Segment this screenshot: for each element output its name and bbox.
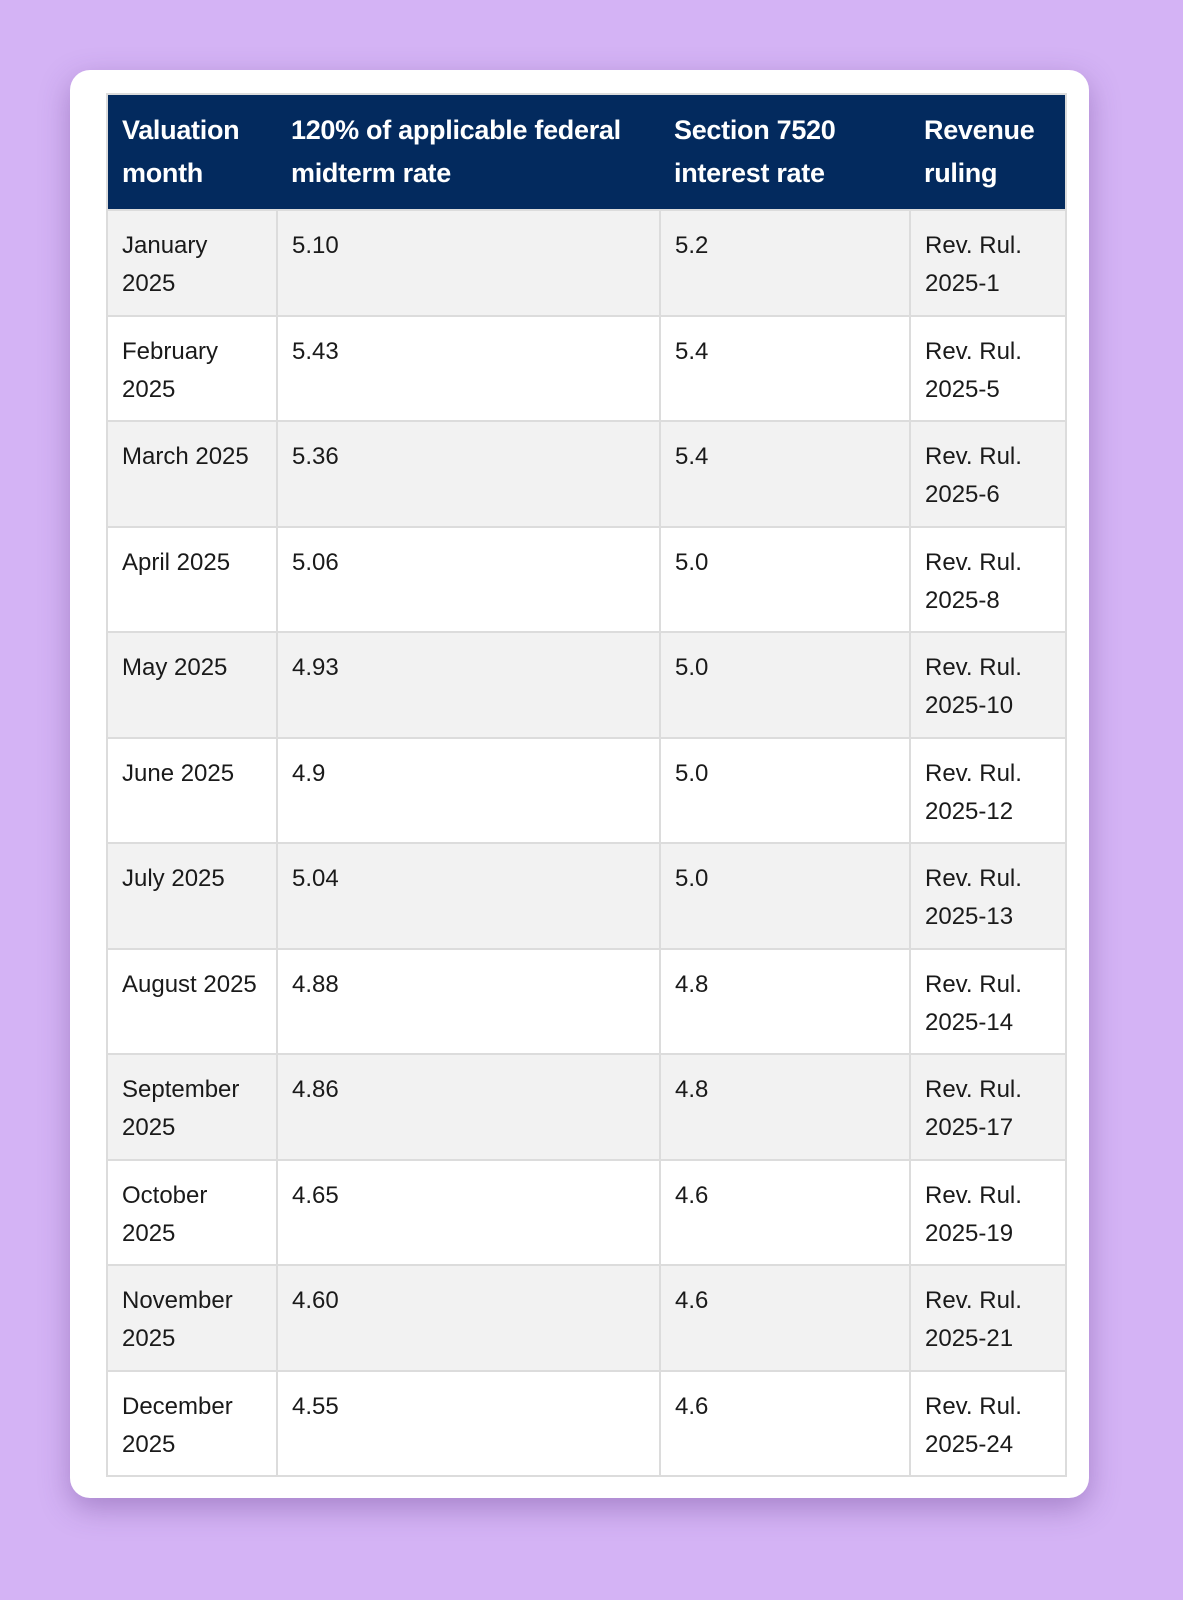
table-row [107, 1371, 1066, 1477]
table-row [107, 527, 1066, 633]
cell-revenue-ruling: Rev. Rul. 2025-1 [910, 210, 1066, 316]
cell-revenue-ruling: Rev. Rul. 2025-17 [910, 1054, 1066, 1160]
cell-afr-120: 4.88 [277, 949, 660, 1055]
cell-revenue-ruling: Rev. Rul. 2025-12 [910, 738, 1066, 844]
cell-revenue-ruling: Rev. Rul. 2025-5 [910, 316, 1066, 422]
cell-afr-120: 5.43 [277, 316, 660, 422]
cell-section-7520: 4.6 [660, 1371, 910, 1477]
cell-section-7520: 4.6 [660, 1160, 910, 1266]
cell-section-7520: 5.0 [660, 527, 910, 633]
cell-section-7520: 5.0 [660, 632, 910, 738]
cell-month: May 2025 [107, 632, 277, 738]
header-afr-120: 120% of applicable federal midterm rate [277, 94, 660, 210]
cell-afr-120: 5.10 [277, 210, 660, 316]
cell-revenue-ruling: Rev. Rul. 2025-21 [910, 1265, 1066, 1371]
cell-revenue-ruling: Rev. Rul. 2025-13 [910, 843, 1066, 949]
cell-afr-120: 5.36 [277, 421, 660, 527]
cell-section-7520: 4.8 [660, 949, 910, 1055]
cell-month: November 2025 [107, 1265, 277, 1371]
header-row [107, 94, 1066, 210]
cell-month: July 2025 [107, 843, 277, 949]
header-valuation-month: Valuation month [107, 94, 277, 210]
cell-month: January 2025 [107, 210, 277, 316]
table-body [107, 210, 1066, 1476]
rates-table [106, 93, 1067, 1477]
cell-revenue-ruling: Rev. Rul. 2025-19 [910, 1160, 1066, 1266]
cell-section-7520: 5.4 [660, 316, 910, 422]
cell-month: April 2025 [107, 527, 277, 633]
cell-revenue-ruling: Rev. Rul. 2025-24 [910, 1371, 1066, 1477]
cell-month: February 2025 [107, 316, 277, 422]
cell-afr-120: 5.06 [277, 527, 660, 633]
cell-afr-120: 4.60 [277, 1265, 660, 1371]
cell-section-7520: 5.4 [660, 421, 910, 527]
header-revenue-ruling: Revenue ruling [910, 94, 1066, 210]
cell-revenue-ruling: Rev. Rul. 2025-10 [910, 632, 1066, 738]
table-card [70, 70, 1089, 1498]
table-row [107, 1160, 1066, 1266]
cell-section-7520: 4.8 [660, 1054, 910, 1160]
cell-afr-120: 4.86 [277, 1054, 660, 1160]
cell-revenue-ruling: Rev. Rul. 2025-8 [910, 527, 1066, 633]
table-row [107, 1054, 1066, 1160]
cell-section-7520: 5.0 [660, 738, 910, 844]
cell-afr-120: 4.55 [277, 1371, 660, 1477]
cell-section-7520: 5.0 [660, 843, 910, 949]
table-row [107, 210, 1066, 316]
cell-section-7520: 4.6 [660, 1265, 910, 1371]
table-row [107, 1265, 1066, 1371]
table-row [107, 632, 1066, 738]
cell-afr-120: 5.04 [277, 843, 660, 949]
cell-afr-120: 4.93 [277, 632, 660, 738]
table-row [107, 843, 1066, 949]
cell-month: August 2025 [107, 949, 277, 1055]
table-row [107, 421, 1066, 527]
cell-month: December 2025 [107, 1371, 277, 1477]
cell-section-7520: 5.2 [660, 210, 910, 316]
table-row [107, 738, 1066, 844]
cell-month: October 2025 [107, 1160, 277, 1266]
cell-afr-120: 4.9 [277, 738, 660, 844]
header-section-7520: Section 7520 interest rate [660, 94, 910, 210]
table-row [107, 316, 1066, 422]
cell-month: June 2025 [107, 738, 277, 844]
table-row [107, 949, 1066, 1055]
cell-month: March 2025 [107, 421, 277, 527]
cell-revenue-ruling: Rev. Rul. 2025-14 [910, 949, 1066, 1055]
cell-revenue-ruling: Rev. Rul. 2025-6 [910, 421, 1066, 527]
cell-month: September 2025 [107, 1054, 277, 1160]
cell-afr-120: 4.65 [277, 1160, 660, 1266]
table-header [107, 94, 1066, 210]
